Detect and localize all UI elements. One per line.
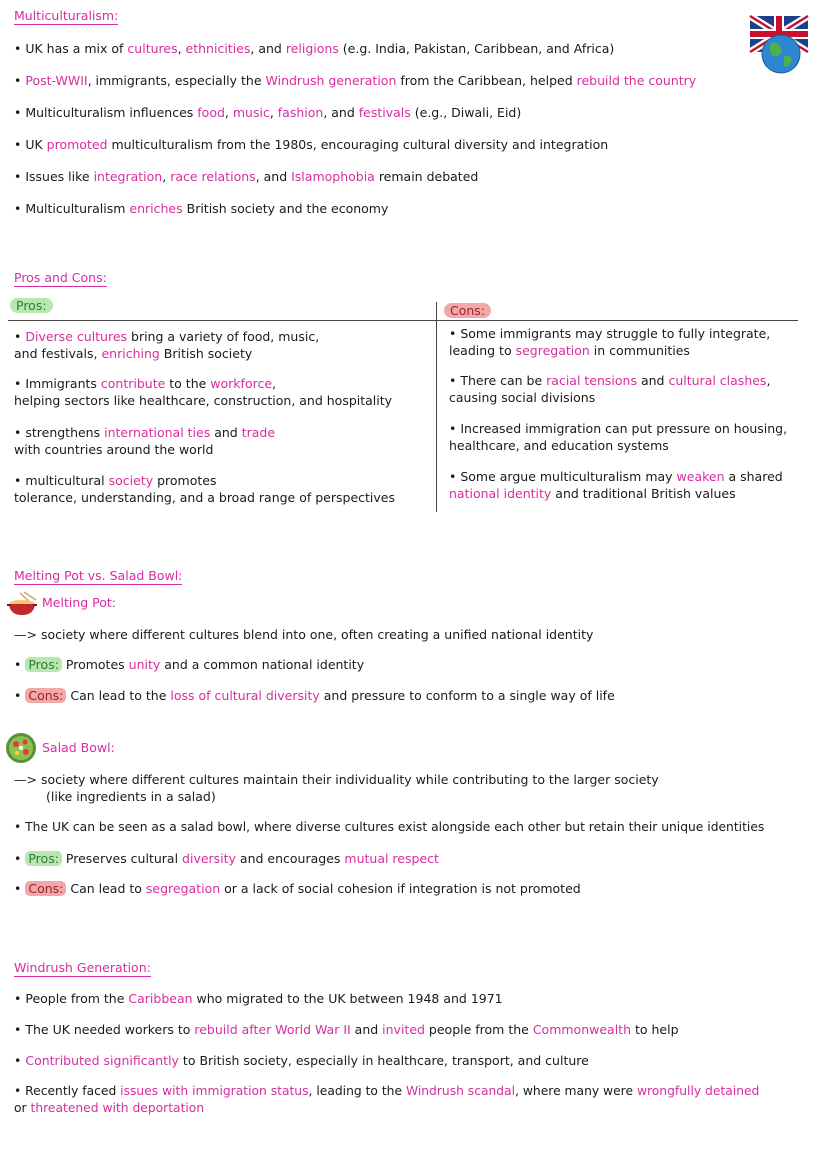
pros-item-workforce: • Immigrants contribute to the workforce, helping sectors like healthcare, construction, and hospitality [14,376,393,408]
table-divider-horizontal [8,320,798,321]
cons-item-tensions: • There can be racial tensions and cultural clashes, causing social divisions [449,373,771,405]
melting-pot-definition: —> society where different cultures blend into one, often creating a unified national identity [14,627,594,642]
table-divider-vertical [436,302,437,512]
salad-bowl-title: Salad Bowl: [42,740,115,755]
uk-flag-globe-icon [748,14,810,76]
pros-cons-heading: Pros and Cons: [14,270,107,285]
salad-bowl-pros: • Pros: Preserves cultural diversity and encourages mutual respect [14,851,439,866]
salad-bowl-uk: • The UK can be seen as a salad bowl, where diverse cultures exist alongside each other but retain their unique identities [14,820,765,834]
cons-item-pressure: • Increased immigration can put pressure on housing, healthcare, and education systems [449,421,788,453]
salad-bowl-icon [5,732,37,764]
windrush-bullet-contributed: • Contributed significantly to British society, especially in healthcare, transport, and culture [14,1053,589,1068]
multiculturalism-bullet-influences: • Multiculturalism influences food, music, fashion, and festivals (e.g., Diwali, Eid) [14,105,522,120]
windrush-bullet-caribbean: • People from the Caribbean who migrated to the UK between 1948 and 1971 [14,991,503,1006]
pros-item-tolerance: • multicultural society promotes tolerance, understanding, and a broad range of perspectives [14,473,395,505]
multiculturalism-bullet-issues: • Issues like integration, race relations, and Islamophobia remain debated [14,169,479,184]
multiculturalism-heading: Multiculturalism: [14,8,119,23]
melting-salad-heading: Melting Pot vs. Salad Bowl: [14,568,183,583]
multiculturalism-bullet-mix: • UK has a mix of cultures, ethnicities, and religions (e.g. India, Pakistan, Caribbean, and Africa) [14,41,615,56]
pros-item-international-ties: • strengthens international ties and trade with countries around the world [14,425,276,457]
cons-item-national-identity: • Some argue multiculturalism may weaken a shared national identity and traditional British values [449,469,783,501]
windrush-bullet-rebuild: • The UK needed workers to rebuild after World War II and invited people from the Commonwealth to help [14,1022,679,1037]
multiculturalism-bullet-postwar: • Post-WWII, immigrants, especially the Windrush generation from the Caribbean, helped rebuild the country [14,73,697,88]
melting-pot-title: Melting Pot: [42,595,117,610]
windrush-heading: Windrush Generation: [14,960,151,975]
pros-item-diverse-cultures: • Diverse cultures bring a variety of food, music, and festivals, enriching British society [14,329,320,361]
cons-item-integration: • Some immigrants may struggle to fully integrate, leading to segregation in communities [449,326,771,358]
multiculturalism-bullet-enriches: • Multiculturalism enriches British society and the economy [14,201,389,216]
salad-bowl-definition: —> society where different cultures maintain their individuality while contributing to the larger society (like ingredients in a salad) [14,772,659,804]
windrush-bullet-scandal: • Recently faced issues with immigration status, leading to the Windrush scandal, where many were wrongfully detained or threatened with deportation [14,1084,760,1115]
pros-label: Pros: [10,297,53,314]
melting-pot-cons: • Cons: Can lead to the loss of cultural diversity and pressure to conform to a single way of life [14,688,615,703]
salad-bowl-cons: • Cons: Can lead to segregation or a lack of social cohesion if integration is not promoted [14,881,581,896]
melting-pot-pros: • Pros: Promotes unity and a common national identity [14,657,365,672]
fondue-pot-icon [6,590,38,616]
cons-label: Cons: [444,302,491,319]
multiculturalism-bullet-promoted: • UK promoted multiculturalism from the 1980s, encouraging cultural diversity and integration [14,137,609,152]
